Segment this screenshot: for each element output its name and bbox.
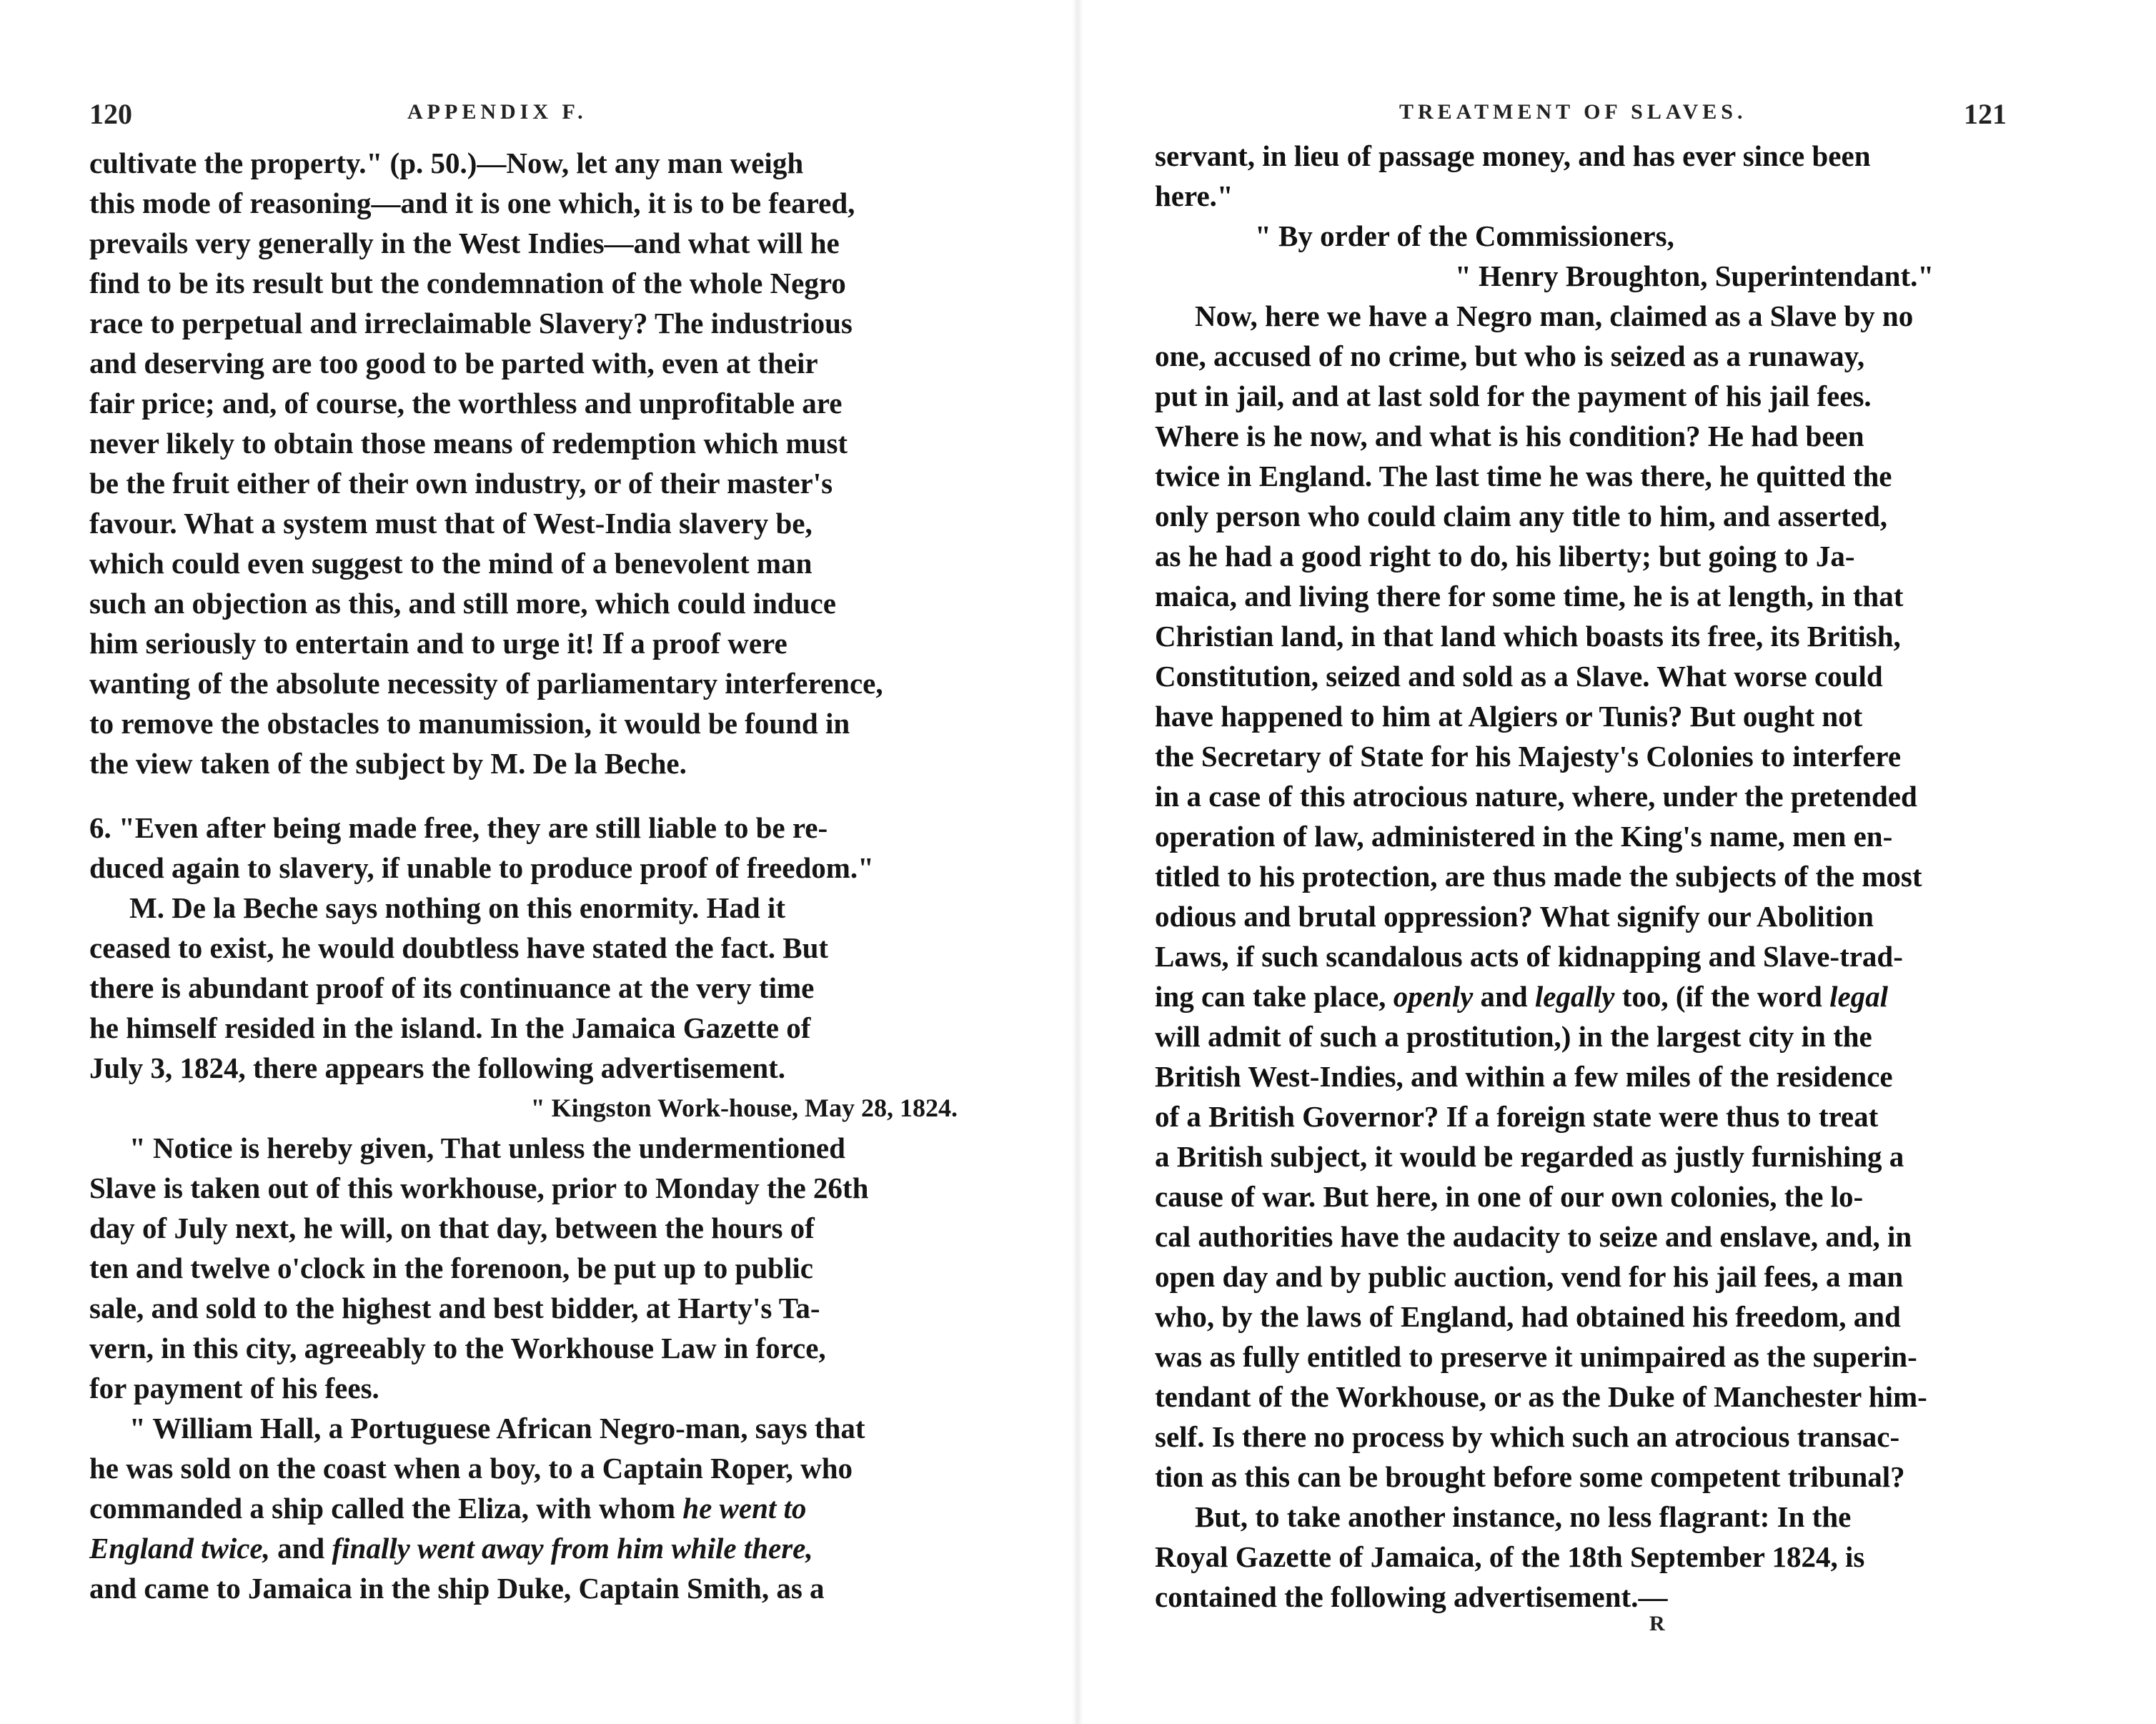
signature-line: " Henry Broughton, Superintendant." [1455, 259, 1934, 292]
italic-phrase: England twice, [89, 1532, 270, 1565]
text-line: Constitution, seized and sold as a Slave. What worse could [1155, 660, 1883, 693]
text-line: the Secretary of State for his Majesty's Colonies to interfere [1155, 740, 1902, 773]
text-line: find to be its result but the condemnation of the whole Negro [89, 267, 846, 299]
text-line: odious and brutal oppression? What signify our Abolition [1155, 900, 1874, 933]
text-line: titled to his protection, are thus made the subjects of the most [1155, 860, 1922, 893]
text-line: England twice, and finally went away from him while there, [89, 1532, 813, 1565]
text-line: commanded a ship called the Eliza, with whom he went to [89, 1492, 807, 1525]
text-line: who, by the laws of England, had obtained his freedom, and [1155, 1300, 1901, 1333]
right-page-body [1155, 136, 2070, 1617]
page-number-right: 121 [1964, 98, 2007, 130]
text-line: have happened to him at Algiers or Tunis? But ought not [1155, 700, 1863, 733]
text-line: Royal Gazette of Jamaica, of the 18th September 1824, is [1155, 1540, 1865, 1573]
text-line: will admit of such a prostitution,) in the largest city in the [1155, 1020, 1872, 1053]
text-line: cause of war. But here, in one of our own colonies, the lo- [1155, 1180, 1864, 1213]
signature-line: " By order of the Commissioners, [1255, 219, 1674, 252]
text-line: be the fruit either of their own industry, or of their master's [89, 467, 833, 500]
italic-word: legal [1829, 980, 1889, 1013]
right-page [1078, 0, 2156, 1724]
text-line: contained the following advertisement.— [1155, 1580, 1668, 1613]
text-line: cultivate the property." (p. 50.)—Now, let any man weigh [89, 147, 804, 179]
text-line: him seriously to entertain and to urge it! If a proof were [89, 627, 788, 660]
italic-word: openly [1393, 980, 1474, 1013]
text-line: Where is he now, and what is his condition? He had been [1155, 420, 1864, 452]
text-line: he himself resided in the island. In the Jamaica Gazette of [89, 1011, 811, 1044]
paragraph-point-6 [89, 808, 979, 1088]
text-line: he was sold on the coast when a boy, to a Captain Roper, who [89, 1452, 853, 1485]
text-line: the view taken of the subject by M. De la Beche. [89, 747, 687, 780]
text-line: favour. What a system must that of West-India slavery be, [89, 507, 813, 540]
text-line: servant, in lieu of passage money, and has ever since been [1155, 139, 1871, 172]
text-line: prevails very generally in the West Indies—and what will he [89, 227, 840, 259]
text-line: British West-Indies, and within a few miles of the residence [1155, 1060, 1893, 1093]
text-line: this mode of reasoning—and it is one which, it is to be feared, [89, 187, 855, 219]
text-line: one, accused of no crime, but who is seized as a runaway, [1155, 340, 1865, 372]
text-line: sale, and sold to the highest and best bidder, at Harty's Ta- [89, 1292, 820, 1324]
text-line: such an objection as this, and still more, which could induce [89, 587, 836, 620]
text-line: for payment of his fees. [89, 1372, 379, 1405]
text-line: duced again to slavery, if unable to produce proof of freedom." [89, 851, 874, 884]
text-line: ten and twelve o'clock in the forenoon, be put up to public [89, 1252, 813, 1284]
text-line: put in jail, and at last sold for the payment of his jail fees. [1155, 380, 1872, 412]
text-line: operation of law, administered in the King's name, men en- [1155, 820, 1893, 853]
text-line: was as fully entitled to preserve it unimpaired as the superin- [1155, 1340, 1917, 1373]
running-head-right: TREATMENT OF SLAVES. [1399, 100, 1747, 124]
text-line: M. De la Beche says nothing on this enormity. Had it [129, 891, 785, 924]
dateline: " Kingston Work-house, May 28, 1824. [530, 1094, 958, 1122]
text-line: maica, and living there for some time, he is at length, in that [1155, 580, 1904, 613]
page-number-left: 120 [89, 98, 132, 130]
italic-phrase: he went to [682, 1492, 807, 1525]
text-line: race to perpetual and irreclaimable Slavery? The industrious [89, 307, 853, 340]
paragraph-william-hall [89, 1408, 979, 1608]
text-line: vern, in this city, agreeably to the Workhouse Law in force, [89, 1332, 826, 1364]
text-line: only person who could claim any title to him, and asserted, [1155, 500, 1888, 532]
text-line: cal authorities have the audacity to seize and enslave, and, in [1155, 1220, 1912, 1253]
paragraph-notice [89, 1128, 979, 1408]
text-line: wanting of the absolute necessity of parliamentary interference, [89, 667, 883, 700]
text-line: of a British Governor? If a foreign state were thus to treat [1155, 1100, 1879, 1133]
left-page-body [89, 143, 979, 1608]
text-line: a British subject, it would be regarded as justly furnishing a [1155, 1140, 1904, 1173]
text-line: But, to take another instance, no less flagrant: In the [1195, 1500, 1852, 1533]
text-line: ceased to exist, he would doubtless have stated the fact. But [89, 931, 829, 964]
text-line: tion as this can be brought before some competent tribunal? [1155, 1460, 1905, 1493]
text-line: and deserving are too good to be parted with, even at their [89, 347, 818, 380]
text-line: and came to Jamaica in the ship Duke, Captain Smith, as a [89, 1572, 825, 1605]
text-line: Christian land, in that land which boasts its free, its British, [1155, 620, 1901, 653]
text-line: never likely to obtain those means of redemption which must [89, 427, 848, 460]
signature-mark: R [1649, 1612, 1665, 1635]
text-line: which could even suggest to the mind of a benevolent man [89, 547, 813, 580]
running-head-left: APPENDIX F. [407, 100, 587, 124]
text-line: Now, here we have a Negro man, claimed as a Slave by no [1195, 299, 1914, 332]
paragraph-commentary [1155, 296, 2070, 1497]
text-line: " William Hall, a Portuguese African Negro-man, says that [129, 1412, 865, 1445]
text-line: as he had a good right to do, his liberty; but going to Ja- [1155, 540, 1855, 573]
text-line: tendant of the Workhouse, or as the Duke of Manchester him- [1155, 1380, 1927, 1413]
text-line: 6. "Even after being made free, they are still liable to be re- [89, 811, 828, 844]
text-line: fair price; and, of course, the worthless and unprofitable are [89, 387, 843, 420]
paragraph-another-instance [1155, 1497, 2070, 1617]
text-line: Laws, if such scandalous acts of kidnapping and Slave-trad- [1155, 940, 1903, 973]
text-line: " Notice is hereby given, That unless the undermentioned [129, 1131, 845, 1164]
text-line: Slave is taken out of this workhouse, prior to Monday the 26th [89, 1171, 869, 1204]
text-line: here." [1155, 179, 1233, 212]
text-line: open day and by public auction, vend for his jail fees, a man [1155, 1260, 1904, 1293]
text-line: in a case of this atrocious nature, where, under the pretended [1155, 780, 1917, 813]
italic-word: legally [1534, 980, 1615, 1013]
paragraph-manumission [89, 143, 979, 783]
text-line: to remove the obstacles to manumission, it would be found in [89, 707, 850, 740]
text-line: July 3, 1824, there appears the following advertisement. [89, 1051, 786, 1084]
text-line: twice in England. The last time he was there, he quitted the [1155, 460, 1892, 492]
text-line: self. Is there no process by which such an atrocious transac- [1155, 1420, 1900, 1453]
text-line: day of July next, he will, on that day, between the hours of [89, 1212, 815, 1244]
italic-phrase: finally went away from him while there, [332, 1532, 813, 1565]
text-line: ing can take place, openly and legally too, (if the word legal [1155, 980, 1889, 1013]
text-line: there is abundant proof of its continuance at the very time [89, 971, 815, 1004]
